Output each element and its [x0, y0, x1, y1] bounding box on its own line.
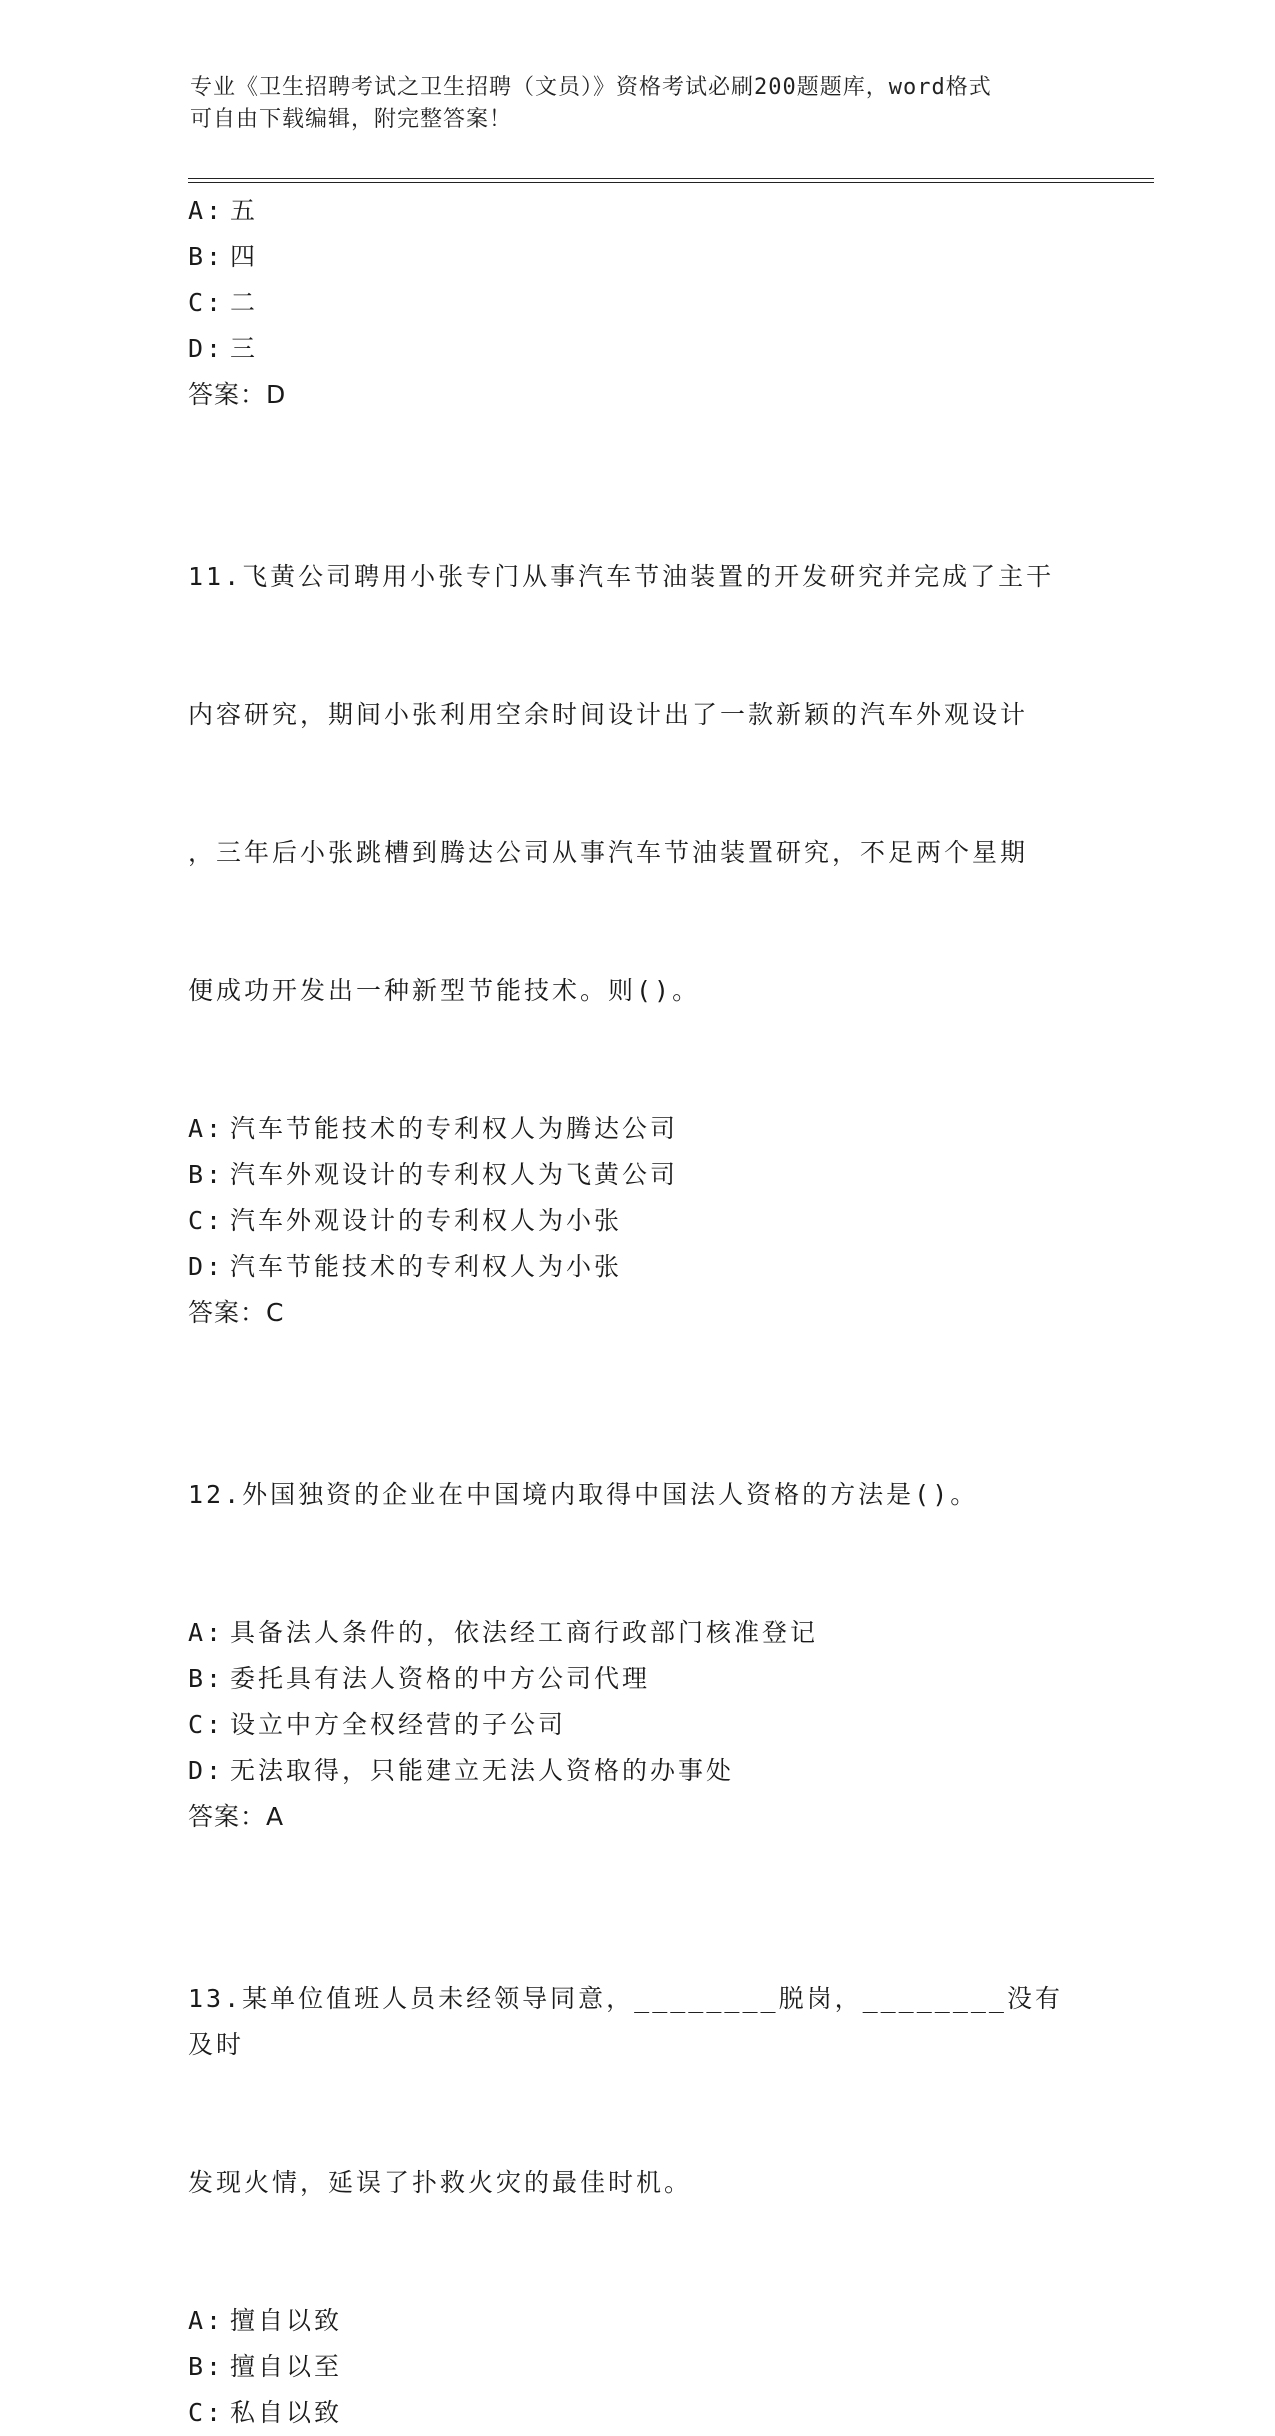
question-stem	[188, 1884, 1088, 2298]
option-label: D:	[188, 334, 225, 363]
option-text: 委托具有法人资格的中方公司代理	[230, 1664, 651, 1693]
answer-line: 答案：D	[188, 380, 287, 409]
option-text: 五	[230, 196, 259, 225]
question-stem	[188, 1380, 1088, 1610]
stem-line: 11.飞黄公司聘用小张专门从事汽车节油装置的开发研究并完成了主干	[188, 562, 1055, 591]
stem-line: 13.某单位值班人员未经领导同意，________脱岗，________没有及时	[188, 1984, 1063, 2059]
option-label: B:	[188, 242, 225, 271]
option-b	[188, 1656, 1088, 1702]
stem-line: ，三年后小张跳槽到腾达公司从事汽车节油装置研究，不足两个星期	[188, 838, 1029, 867]
option-a	[188, 2298, 1088, 2344]
option-text: 具备法人条件的，依法经工商行政部门核准登记	[230, 1618, 819, 1647]
document-header	[190, 72, 1070, 136]
stem-line: 内容研究，期间小张利用空余时间设计出了一款新颖的汽车外观设计	[188, 700, 1029, 729]
question-13	[188, 1884, 1088, 2436]
option-text: 擅自以致	[230, 2306, 343, 2335]
option-label: D:	[188, 1756, 225, 1785]
option-label: B:	[188, 1664, 225, 1693]
question-12	[188, 1380, 1088, 1840]
option-d	[188, 326, 1088, 372]
option-c	[188, 2390, 1088, 2436]
question-content	[188, 188, 1088, 2436]
option-text: 汽车节能技术的专利权人为小张	[230, 1252, 623, 1281]
option-text: 三	[230, 334, 259, 363]
option-text: 设立中方全权经营的子公司	[230, 1710, 567, 1739]
option-label: C:	[188, 1710, 225, 1739]
stem-line: 便成功开发出一种新型节能技术。则()。	[188, 976, 701, 1005]
option-label: B:	[188, 2352, 225, 2381]
option-label: C:	[188, 1206, 225, 1235]
answer-line: 答案：C	[188, 1298, 285, 1327]
option-text: 四	[230, 242, 259, 271]
header-line-2: 可自由下载编辑，附完整答案！	[190, 107, 513, 132]
header-line-1: 专业《卫生招聘考试之卫生招聘（文员）》资格考试必刷200题题库，word格式	[190, 75, 992, 100]
option-label: B:	[188, 1160, 225, 1189]
option-b	[188, 2344, 1088, 2390]
option-text: 汽车节能技术的专利权人为腾达公司	[230, 1114, 679, 1143]
option-a	[188, 1106, 1088, 1152]
option-label: C:	[188, 288, 225, 317]
option-text: 汽车外观设计的专利权人为飞黄公司	[230, 1160, 679, 1189]
header-divider-bottom	[188, 182, 1154, 183]
option-label: A:	[188, 196, 225, 225]
option-c	[188, 1702, 1088, 1748]
option-label: A:	[188, 1114, 225, 1143]
answer-line: 答案：A	[188, 1802, 285, 1831]
option-c	[188, 1198, 1088, 1244]
option-label: A:	[188, 1618, 225, 1647]
option-label: A:	[188, 2306, 225, 2335]
question-stem	[188, 462, 1088, 1106]
option-d	[188, 1748, 1088, 1794]
option-b	[188, 234, 1088, 280]
stem-line: 发现火情，延误了扑救火灾的最佳时机。	[188, 2168, 693, 2197]
option-text: 私自以致	[230, 2398, 343, 2427]
option-a	[188, 188, 1088, 234]
question-11	[188, 462, 1088, 1336]
option-label: D:	[188, 1252, 225, 1281]
option-b	[188, 1152, 1088, 1198]
header-divider-top	[188, 178, 1154, 179]
option-text: 擅自以至	[230, 2352, 343, 2381]
option-d	[188, 1244, 1088, 1290]
option-a	[188, 1610, 1088, 1656]
option-c	[188, 280, 1088, 326]
option-label: C:	[188, 2398, 225, 2427]
stem-line: 12.外国独资的企业在中国境内取得中国法人资格的方法是()。	[188, 1480, 979, 1509]
option-text: 二	[230, 288, 259, 317]
option-text: 汽车外观设计的专利权人为小张	[230, 1206, 623, 1235]
option-text: 无法取得，只能建立无法人资格的办事处	[230, 1756, 735, 1785]
question-10	[188, 188, 1088, 418]
